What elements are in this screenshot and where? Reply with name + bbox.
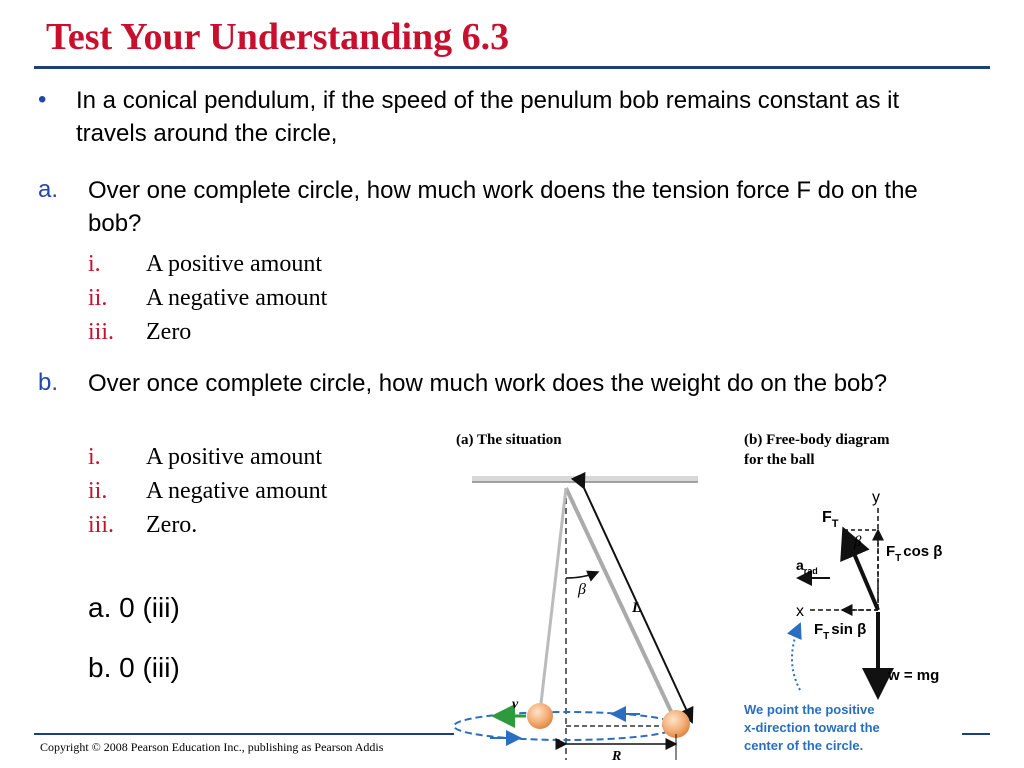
question-b-option-2-number: ii. xyxy=(88,478,108,504)
question-a-option-2-text: A negative amount xyxy=(146,285,328,311)
conical-pendulum-figure xyxy=(440,420,1000,768)
bottom-divider-left xyxy=(34,733,454,735)
length-label: L xyxy=(632,600,642,616)
accel-label: $a_{rad}$ xyxy=(796,557,818,576)
question-a-option-1-text: A positive amount xyxy=(146,251,322,277)
string-right xyxy=(566,488,676,722)
direction-curve xyxy=(792,624,800,690)
fbd-note-line-1: We point the positive xyxy=(744,702,875,717)
question-a-option-1-number: i. xyxy=(88,251,101,277)
question-b-option-3-text: Zero. xyxy=(146,512,198,538)
bob-left xyxy=(527,703,553,729)
question-a-marker: a. xyxy=(38,176,59,203)
question-b-option-3-number: iii. xyxy=(88,512,115,538)
copyright-notice: Copyright © 2008 Pearson Education Inc., publishing as Pearson Addis xyxy=(40,740,384,754)
panel-b-label-line2: for the ball xyxy=(744,452,815,468)
panel-b-label: (b) Free-body diagram xyxy=(744,432,890,448)
radius-label: R xyxy=(612,749,622,764)
question-b-text: Over once complete circle, how much work does the weight do on the bob? xyxy=(88,370,888,397)
fbd-y-label: y xyxy=(872,489,880,506)
slide-title: Test Your Understanding 6.3 xyxy=(46,16,510,58)
question-b-option-1-text: A positive amount xyxy=(146,444,322,470)
ceiling xyxy=(472,476,698,482)
beta-label-a: β xyxy=(578,581,586,598)
intro-bullet: • xyxy=(38,86,47,113)
panel-a-label: (a) The situation xyxy=(456,432,562,448)
tension-horizontal-label: $F_T$ sin β xyxy=(814,621,867,642)
intro-text: In a conical pendulum, if the speed of the penulum bob remains constant as it travels around the circle, xyxy=(76,87,900,147)
beta-arc xyxy=(566,572,598,578)
string-left xyxy=(540,488,566,712)
answer-b: b. 0 (iii) xyxy=(88,652,180,683)
fbd-note-line-2: x-direction toward the xyxy=(744,720,880,735)
question-b-option-2-text: A negative amount xyxy=(146,478,328,504)
bob-right xyxy=(662,710,690,738)
question-a-option-3-text: Zero xyxy=(146,319,192,345)
question-a-option-2-number: ii. xyxy=(88,285,108,311)
weight-label: w = mg xyxy=(888,667,940,684)
tension-label: $F_T$ xyxy=(822,509,839,530)
question-b-option-1-number: i. xyxy=(88,444,101,470)
bottom-divider-right xyxy=(962,733,990,735)
fbd-note-line-3: center of the circle. xyxy=(744,738,864,753)
question-b-marker: b. xyxy=(38,369,59,396)
velocity-label: v xyxy=(512,697,519,712)
top-divider xyxy=(34,66,990,69)
fbd-x-label: x xyxy=(796,603,804,620)
tension-vertical-label: $F_T$ cos β xyxy=(886,543,943,564)
answer-a: a. 0 (iii) xyxy=(88,592,180,623)
question-a-text: Over one complete circle, how much work doens the tension force F do on the bob? xyxy=(88,177,918,237)
beta-label-b: β xyxy=(854,534,862,550)
question-a-option-3-number: iii. xyxy=(88,319,115,345)
